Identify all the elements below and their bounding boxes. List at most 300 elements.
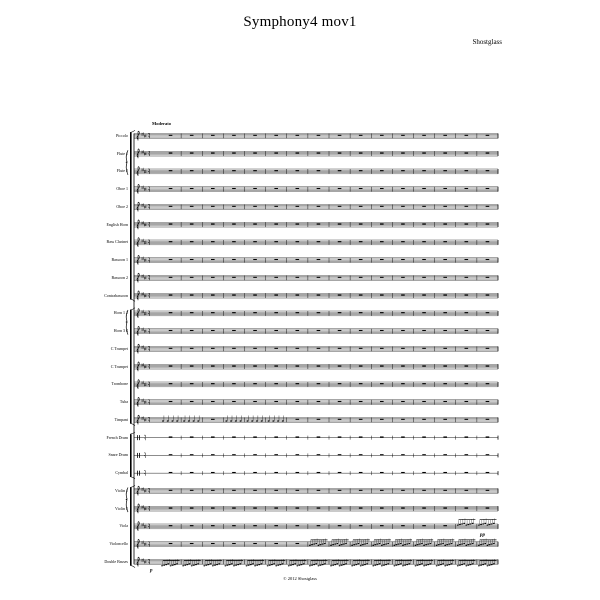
- whole-rest: [232, 259, 236, 260]
- note-head: [268, 420, 270, 421]
- whole-rest: [401, 525, 405, 526]
- whole-rest: [486, 241, 490, 242]
- whole-rest: [422, 472, 426, 473]
- whole-rest: [443, 383, 447, 384]
- note-head: [256, 565, 258, 566]
- time-signature: [148, 240, 150, 245]
- whole-rest: [274, 330, 278, 331]
- percussion-clef-icon: [137, 471, 138, 476]
- staff-brace: [126, 150, 128, 175]
- whole-rest: [169, 277, 173, 278]
- group-bracket: [130, 310, 132, 423]
- note-head: [184, 565, 186, 566]
- whole-rest: [190, 259, 194, 260]
- sharp-icon: [142, 203, 144, 207]
- whole-rest: [253, 312, 257, 313]
- whole-rest: [359, 472, 363, 473]
- whole-rest: [169, 348, 173, 349]
- instrument-label: Horn 1 2: [113, 310, 128, 316]
- whole-rest: [380, 419, 384, 420]
- note-head: [457, 545, 459, 546]
- note-head: [480, 544, 482, 545]
- note-head: [457, 525, 459, 526]
- whole-rest: [465, 277, 469, 278]
- time-signature: [148, 293, 150, 298]
- whole-rest: [443, 170, 447, 171]
- whole-rest: [232, 454, 236, 455]
- whole-rest: [422, 365, 426, 366]
- instrument-label: Snare Drum: [108, 452, 128, 458]
- note-head: [324, 543, 326, 544]
- whole-rest: [253, 436, 257, 437]
- whole-rest: [422, 277, 426, 278]
- whole-rest: [380, 241, 384, 242]
- whole-rest: [253, 490, 257, 491]
- whole-rest: [338, 312, 342, 313]
- whole-rest: [486, 170, 490, 171]
- whole-rest: [443, 419, 447, 420]
- sharp-icon: [142, 132, 144, 136]
- note-head: [225, 420, 227, 421]
- staff-brace: [126, 488, 128, 513]
- whole-rest: [317, 330, 321, 331]
- whole-rest: [380, 383, 384, 384]
- whole-rest: [253, 472, 257, 473]
- note-head: [396, 544, 398, 545]
- whole-rest: [486, 436, 490, 437]
- whole-rest: [465, 383, 469, 384]
- note-head: [334, 564, 336, 565]
- note-head: [322, 564, 324, 565]
- note-head: [294, 563, 296, 564]
- note-head: [387, 563, 389, 564]
- note-head: [364, 564, 366, 565]
- whole-rest: [232, 436, 236, 437]
- note-head: [396, 565, 398, 566]
- whole-rest: [169, 472, 173, 473]
- whole-rest: [359, 490, 363, 491]
- instrument-label: Violin 1: [115, 487, 128, 493]
- whole-rest: [190, 543, 194, 544]
- whole-rest: [317, 312, 321, 313]
- whole-rest: [443, 312, 447, 313]
- whole-rest: [190, 241, 194, 242]
- instrument-label: Viola: [119, 523, 128, 529]
- note-head: [248, 565, 250, 566]
- note-head: [353, 544, 355, 545]
- whole-rest: [274, 206, 278, 207]
- note-head: [406, 544, 408, 545]
- whole-rest: [380, 348, 384, 349]
- time-signature: [148, 169, 150, 174]
- note-head: [272, 420, 274, 421]
- whole-rest: [465, 454, 469, 455]
- whole-rest: [338, 277, 342, 278]
- whole-rest: [443, 507, 447, 508]
- whole-rest: [232, 401, 236, 402]
- time-signature: [148, 205, 150, 210]
- whole-rest: [338, 507, 342, 508]
- whole-rest: [211, 259, 215, 260]
- instrument-label: Flute 1: [116, 150, 128, 156]
- note-head: [478, 545, 480, 546]
- whole-rest: [401, 401, 405, 402]
- instrument-label: Piccolo: [116, 132, 128, 138]
- whole-rest: [380, 277, 384, 278]
- whole-rest: [380, 401, 384, 402]
- whole-rest: [338, 330, 342, 331]
- note-head: [489, 524, 491, 525]
- whole-rest: [401, 330, 405, 331]
- note-head: [430, 543, 432, 544]
- whole-rest: [211, 330, 215, 331]
- note-head: [343, 564, 345, 565]
- note-head: [487, 525, 489, 526]
- whole-rest: [211, 365, 215, 366]
- note-head: [351, 565, 353, 566]
- time-signature: [148, 542, 150, 547]
- note-head: [425, 565, 427, 566]
- whole-rest: [359, 401, 363, 402]
- sharp-icon: [142, 274, 144, 278]
- note-head: [436, 545, 438, 546]
- whole-rest: [169, 206, 173, 207]
- whole-rest: [232, 525, 236, 526]
- whole-rest: [274, 436, 278, 437]
- whole-rest: [422, 490, 426, 491]
- whole-rest: [169, 436, 173, 437]
- whole-rest: [317, 490, 321, 491]
- whole-rest: [317, 152, 321, 153]
- note-head: [360, 545, 362, 546]
- whole-rest: [338, 206, 342, 207]
- whole-rest: [359, 170, 363, 171]
- note-head: [408, 563, 410, 564]
- whole-rest: [296, 525, 300, 526]
- sharp-icon: [142, 487, 144, 491]
- whole-rest: [401, 152, 405, 153]
- whole-rest: [274, 507, 278, 508]
- whole-rest: [190, 472, 194, 473]
- whole-rest: [253, 170, 257, 171]
- whole-rest: [232, 383, 236, 384]
- whole-rest: [232, 330, 236, 331]
- whole-rest: [169, 312, 173, 313]
- note-head: [478, 565, 480, 566]
- note-head: [444, 545, 446, 546]
- note-head: [224, 565, 226, 566]
- note-head: [193, 565, 195, 566]
- sharp-icon: [142, 168, 144, 172]
- time-signature: [148, 311, 150, 316]
- note-head: [489, 565, 491, 566]
- whole-rest: [465, 365, 469, 366]
- whole-rest: [253, 206, 257, 207]
- time-signature: [148, 134, 150, 139]
- whole-rest: [359, 383, 363, 384]
- whole-rest: [274, 170, 278, 171]
- note-head: [404, 565, 406, 566]
- whole-rest: [317, 401, 321, 402]
- note-head: [491, 564, 493, 565]
- whole-rest: [359, 525, 363, 526]
- note-head: [438, 565, 440, 566]
- sharp-icon: [142, 221, 144, 225]
- whole-rest: [359, 223, 363, 224]
- note-head: [440, 544, 442, 545]
- note-head: [235, 565, 237, 566]
- whole-rest: [169, 241, 173, 242]
- note-head: [252, 563, 254, 564]
- whole-rest: [211, 241, 215, 242]
- whole-rest: [296, 419, 300, 420]
- whole-rest: [211, 170, 215, 171]
- whole-rest: [317, 348, 321, 349]
- note-head: [214, 565, 216, 566]
- whole-rest: [380, 507, 384, 508]
- note-head: [398, 544, 400, 545]
- note-head: [415, 565, 417, 566]
- note-head: [472, 563, 474, 564]
- whole-rest: [380, 525, 384, 526]
- note-head: [415, 545, 417, 546]
- note-head: [324, 563, 326, 564]
- instrument-label: Double Basses: [104, 558, 128, 564]
- note-head: [167, 420, 169, 421]
- time-signature: [148, 276, 150, 281]
- whole-rest: [338, 436, 342, 437]
- note-head: [423, 545, 425, 546]
- whole-rest: [296, 259, 300, 260]
- whole-rest: [211, 383, 215, 384]
- note-head: [362, 565, 364, 566]
- whole-rest: [190, 454, 194, 455]
- note-head: [358, 543, 360, 544]
- whole-rest: [486, 419, 490, 420]
- whole-rest: [486, 277, 490, 278]
- whole-rest: [465, 188, 469, 189]
- whole-rest: [486, 507, 490, 508]
- whole-rest: [359, 365, 363, 366]
- note-head: [251, 420, 253, 421]
- note-head: [315, 563, 317, 564]
- time-signature: [148, 222, 150, 227]
- note-head: [176, 563, 178, 564]
- whole-rest: [486, 312, 490, 313]
- whole-rest: [465, 259, 469, 260]
- note-head: [339, 545, 341, 546]
- instrument-label: English Horn: [106, 221, 128, 227]
- note-head: [320, 544, 322, 545]
- whole-rest: [338, 419, 342, 420]
- whole-rest: [465, 490, 469, 491]
- note-head: [315, 543, 317, 544]
- note-head: [273, 563, 275, 564]
- instrument-label: C Trumpet: [110, 345, 128, 351]
- whole-rest: [422, 223, 426, 224]
- whole-rest: [401, 348, 405, 349]
- whole-rest: [296, 241, 300, 242]
- note-head: [487, 565, 489, 566]
- note-head: [421, 563, 423, 564]
- note-head: [227, 565, 229, 566]
- note-head: [487, 545, 489, 546]
- whole-rest: [422, 241, 426, 242]
- whole-rest: [401, 241, 405, 242]
- whole-rest: [190, 135, 194, 136]
- note-head: [330, 565, 332, 566]
- whole-rest: [232, 312, 236, 313]
- whole-rest: [422, 383, 426, 384]
- note-head: [334, 544, 336, 545]
- note-head: [470, 544, 472, 545]
- whole-rest: [296, 188, 300, 189]
- whole-rest: [211, 277, 215, 278]
- dynamic-marking: pp: [480, 533, 485, 538]
- note-head: [161, 565, 163, 566]
- whole-rest: [232, 365, 236, 366]
- note-head: [383, 544, 385, 545]
- whole-rest: [274, 312, 278, 313]
- whole-rest: [211, 454, 215, 455]
- whole-rest: [211, 223, 215, 224]
- whole-rest: [190, 188, 194, 189]
- note-head: [402, 545, 404, 546]
- whole-rest: [232, 241, 236, 242]
- note-head: [446, 544, 448, 545]
- whole-rest: [232, 188, 236, 189]
- whole-rest: [253, 543, 257, 544]
- note-head: [311, 544, 313, 545]
- note-head: [491, 523, 493, 524]
- whole-rest: [401, 294, 405, 295]
- whole-rest: [338, 454, 342, 455]
- note-head: [463, 563, 465, 564]
- whole-rest: [274, 365, 278, 366]
- instrument-label: Flute 2: [116, 168, 128, 174]
- whole-rest: [274, 401, 278, 402]
- whole-rest: [443, 188, 447, 189]
- whole-rest: [486, 188, 490, 189]
- note-head: [472, 523, 474, 524]
- whole-rest: [401, 383, 405, 384]
- whole-rest: [169, 188, 173, 189]
- whole-rest: [359, 294, 363, 295]
- whole-rest: [380, 135, 384, 136]
- whole-rest: [338, 294, 342, 295]
- note-head: [442, 563, 444, 564]
- whole-rest: [317, 365, 321, 366]
- whole-rest: [359, 188, 363, 189]
- whole-rest: [169, 507, 173, 508]
- whole-rest: [443, 241, 447, 242]
- note-head: [374, 565, 376, 566]
- instrument-label: Oboe 1: [116, 186, 128, 192]
- note-head: [446, 565, 448, 566]
- note-head: [463, 543, 465, 544]
- note-head: [303, 563, 305, 564]
- whole-rest: [169, 454, 173, 455]
- whole-rest: [401, 170, 405, 171]
- note-head: [230, 420, 232, 421]
- whole-rest: [274, 543, 278, 544]
- note-head: [377, 544, 379, 545]
- whole-rest: [422, 330, 426, 331]
- instrument-label: Contrabassoon: [104, 292, 128, 298]
- note-head: [170, 565, 172, 566]
- note-head: [197, 563, 199, 564]
- whole-rest: [190, 507, 194, 508]
- note-head: [449, 564, 451, 565]
- whole-rest: [190, 152, 194, 153]
- whole-rest: [486, 348, 490, 349]
- note-head: [296, 565, 298, 566]
- time-signature: [148, 489, 150, 494]
- note-head: [482, 523, 484, 524]
- whole-rest: [190, 330, 194, 331]
- whole-rest: [380, 454, 384, 455]
- whole-rest: [211, 152, 215, 153]
- note-head: [237, 564, 239, 565]
- whole-rest: [253, 348, 257, 349]
- whole-rest: [253, 259, 257, 260]
- note-head: [322, 544, 324, 545]
- note-head: [408, 543, 410, 544]
- whole-rest: [169, 365, 173, 366]
- note-head: [250, 564, 252, 565]
- whole-rest: [338, 241, 342, 242]
- sharp-icon: [142, 541, 144, 545]
- note-head: [288, 565, 290, 566]
- note-head: [193, 420, 195, 421]
- whole-rest: [380, 294, 384, 295]
- whole-rest: [317, 259, 321, 260]
- whole-rest: [465, 135, 469, 136]
- sharp-icon: [142, 505, 144, 509]
- note-head: [162, 420, 164, 421]
- group-bracket: [130, 133, 132, 300]
- note-head: [205, 565, 207, 566]
- whole-rest: [401, 188, 405, 189]
- whole-rest: [359, 277, 363, 278]
- whole-rest: [253, 241, 257, 242]
- whole-rest: [296, 507, 300, 508]
- percussion-clef-icon: [137, 453, 138, 458]
- whole-rest: [296, 490, 300, 491]
- whole-rest: [422, 507, 426, 508]
- whole-rest: [253, 277, 257, 278]
- instrument-label: Oboe 2: [116, 203, 128, 209]
- whole-rest: [274, 241, 278, 242]
- whole-rest: [253, 365, 257, 366]
- note-head: [459, 565, 461, 566]
- note-head: [174, 564, 176, 565]
- note-head: [387, 543, 389, 544]
- note-head: [421, 543, 423, 544]
- time-signature: [148, 187, 150, 192]
- whole-rest: [296, 152, 300, 153]
- whole-rest: [443, 206, 447, 207]
- note-head: [493, 523, 495, 524]
- note-head: [438, 544, 440, 545]
- whole-rest: [486, 294, 490, 295]
- note-head: [393, 565, 395, 566]
- whole-rest: [380, 312, 384, 313]
- whole-rest: [232, 170, 236, 171]
- whole-rest: [359, 312, 363, 313]
- note-head: [419, 564, 421, 565]
- note-head: [461, 544, 463, 545]
